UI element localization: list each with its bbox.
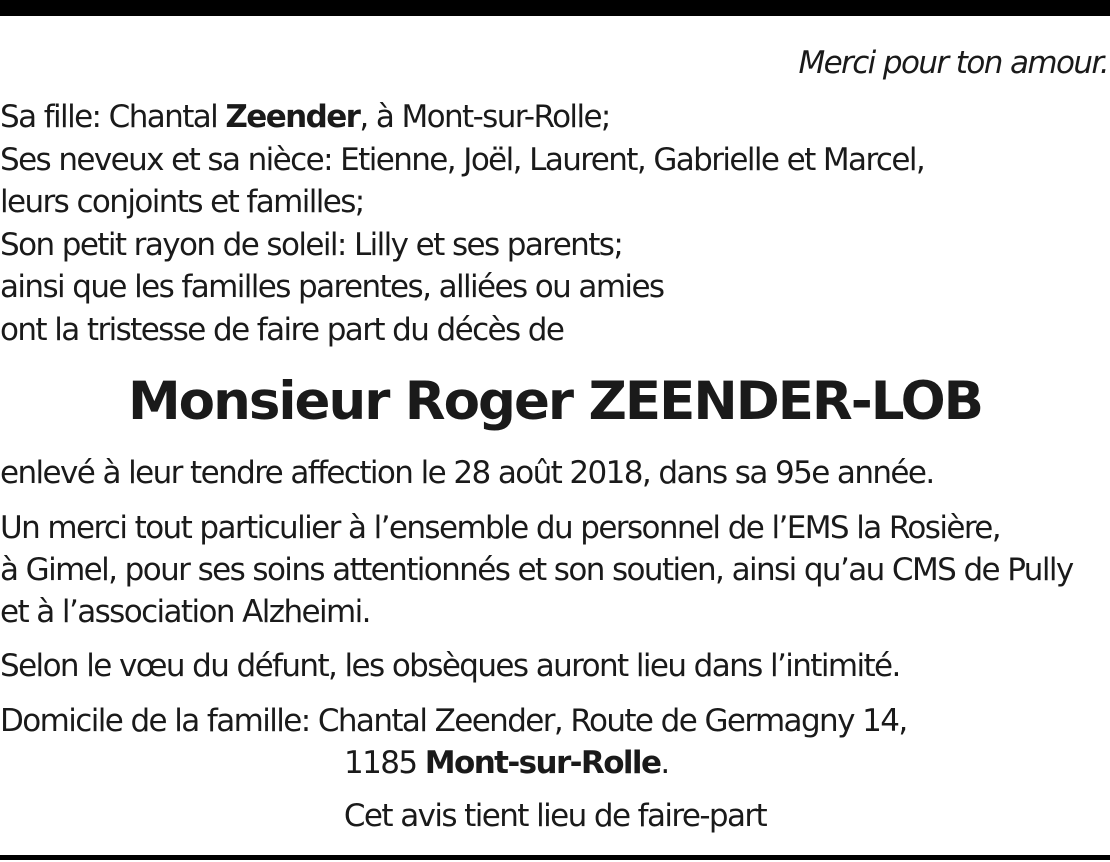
gratitude-line-1: Un merci tout particulier à l’ensemble du personnel de l’EMS la Rosière,: [0, 510, 1001, 546]
address-town: Mont-sur-Rolle: [424, 745, 661, 781]
gratitude-paragraph: [0, 507, 1110, 633]
funeral-paragraph: Selon le vœu du défunt, les obsèques auront lieu dans l’intimité.: [0, 648, 900, 684]
family-intro: [0, 96, 1110, 351]
intro-line-3: leurs conjoints et familles;: [0, 184, 364, 220]
thanks-line: Merci pour ton amour.: [798, 45, 1108, 81]
top-rule: [0, 0, 1110, 16]
intro-line-6: ont la tristesse de faire part du décès de: [0, 311, 564, 348]
intro-line-1-prefix: Sa fille: Chantal: [0, 99, 226, 135]
intro-line-5: ainsi que les familles parentes, alliées ou amies: [0, 269, 664, 305]
intro-line-1-suffix: , à Mont-sur-Rolle;: [359, 99, 610, 135]
address-paragraph: [0, 700, 1110, 784]
address-end: .: [660, 745, 669, 781]
intro-line-2: Ses neveux et sa nièce: Etienne, Joël, Laurent, Gabrielle et Marcel,: [0, 141, 925, 178]
gratitude-line-3: et à l’association Alzheimi.: [0, 594, 370, 630]
intro-line-1: [0, 96, 1110, 139]
intro-line-4: Son petit rayon de soleil: Lilly et ses parents;: [0, 226, 623, 263]
address-line-1: Domicile de la famille: Chantal Zeender, Route de Germagny 14,: [0, 703, 907, 739]
passing-paragraph: enlevé à leur tendre affection le 28 août 2018, dans sa 95e année.: [0, 455, 934, 491]
daughter-surname: Zeender: [225, 99, 360, 135]
closing-line: Cet avis tient lieu de faire-part: [343, 798, 767, 834]
address-postcode: 1185: [344, 745, 425, 781]
address-line-2: [0, 742, 1110, 784]
deceased-name: Monsieur Roger ZEENDER-LOB: [127, 371, 983, 432]
bottom-rule: [0, 855, 1110, 860]
gratitude-line-2: à Gimel, pour ses soins attentionnés et son soutien, ainsi qu’au CMS de Pully: [0, 552, 1073, 588]
